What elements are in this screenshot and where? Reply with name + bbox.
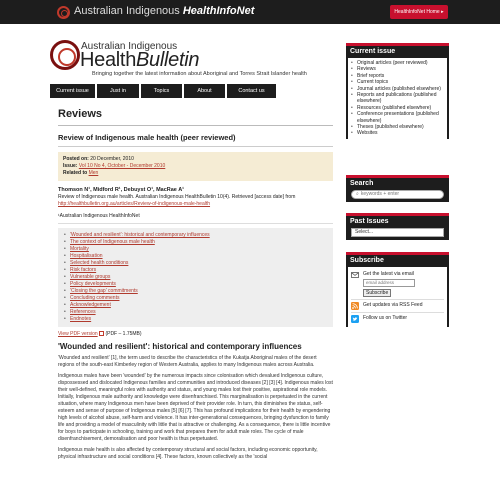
issue-list-link[interactable]: Journal articles (published elsewhere)	[357, 85, 441, 92]
search-panel	[346, 175, 449, 204]
issue-list-item	[351, 111, 444, 124]
search-icon: ⌕	[356, 191, 359, 197]
logo-title[interactable]	[80, 49, 199, 72]
toc-item	[70, 232, 325, 239]
logo-title-health: Health	[80, 49, 137, 71]
healthinfonet-logo-icon[interactable]	[57, 6, 70, 19]
healthinfonet-home-button[interactable]: HealthInfoNet Home ▸	[390, 5, 448, 19]
subscribe-panel	[346, 252, 449, 329]
logo-subtitle: Australian Indigenous	[81, 41, 178, 52]
issue-list-link[interactable]: Brief reports	[357, 72, 385, 79]
issue-label: Issue:	[63, 163, 78, 169]
email-icon	[351, 271, 359, 279]
search-title: Search	[350, 180, 374, 187]
body-paragraph: 'Wounded and resilient' [1], the term used to describe the characteristics of the Kukatja Aboriginal males of the desert regions of the south-east Kimberley region of Western Australia, applies to many Indigenous males across Australia.	[58, 355, 317, 368]
related-link[interactable]: Men	[88, 170, 99, 176]
search-placeholder: keywords + enter	[360, 191, 400, 197]
toc-item	[70, 253, 325, 260]
issue-list-link[interactable]: Original articles (peer reviewed)	[357, 60, 428, 66]
nav-about[interactable]: About	[184, 84, 225, 98]
toc-item	[70, 267, 325, 274]
table-of-contents	[58, 228, 333, 327]
citation	[58, 194, 333, 208]
toc-link[interactable]: Mortality	[70, 246, 89, 252]
past-issues-title: Past Issues	[350, 218, 389, 225]
body-paragraph: Indigenous males have been 'wounded' by the numerous impacts since colonisation which devalued Indigenous culture, dispossessed and dislocated Indigenous families and communities and introduced diseases [2] [3] [4]. Indigenous males lost their well-defined, meaningful roles with authority and status, and young males lost their positive, aspirational role models. Initially, Indigenous male authority and knowledge were disenfranchised. This marginalisation is perpetuated in the current situation, where many Indigenous men have been deprived of their provider role. In turn, this diminishes the status, self-esteem and sense of purpose of Indigenous males [5] [6] [7]. This has profound implications for their health by engendering high levels of alcohol abuse, self-harm and violence. It has inter-generational consequences, bringing dysfunction to family life and providing a model of masculinity with little that is attractive or challenging. As a consequence, there is little incentive for boys to participate in schooling, training and work that prepares them for adult male roles. The cycle of male disenfranchisement, demoralisation and poor health is thus perpetuated.	[58, 373, 333, 442]
subscribe-title: Subscribe	[350, 257, 384, 264]
nav-just-in[interactable]: Just in	[97, 84, 139, 98]
toc-link[interactable]: 'Wounded and resilient': historical and contemporary influences	[70, 232, 210, 238]
nav-current-issue[interactable]: Current issue	[50, 84, 95, 98]
posted-value: 20 December, 2010	[90, 156, 134, 162]
pdf-link[interactable]: View PDF version	[58, 331, 98, 337]
pdf-download	[58, 331, 333, 337]
body-paragraph: Indigenous male health is also affected by contemporary structural and social factors, including economic opportunity, physical infrastructure and social conditions [4]. These factors, known collectively as the 'social	[58, 447, 318, 460]
toc-link[interactable]: Policy developments	[70, 281, 116, 287]
email-text: Get the latest via email	[363, 271, 414, 277]
toc-link[interactable]: References	[70, 309, 96, 315]
tagline: Bringing together the latest information about Aboriginal and Torres Strait Islander health	[92, 71, 307, 77]
toc-link[interactable]: Selected health conditions	[70, 260, 129, 266]
toc-link[interactable]: Risk factors	[70, 267, 97, 273]
pdf-size: (PDF – 1.75MB)	[105, 331, 142, 337]
issue-list-item	[351, 130, 444, 136]
past-issues-select[interactable]: Select...	[351, 228, 444, 237]
logo-title-bulletin: Bulletin	[136, 49, 200, 71]
article-meta	[58, 152, 333, 181]
toc-item	[70, 239, 325, 246]
toc-link[interactable]: 'Closing the gap' commitments	[70, 288, 138, 294]
search-input[interactable]	[351, 190, 444, 199]
site-name-prefix: Australian Indigenous	[74, 5, 183, 17]
current-issue-panel	[346, 43, 449, 141]
citation-text: Review of Indigenous male health. Australian Indigenous HealthBulletin 10(4). Retrieved [access date] from	[58, 194, 296, 200]
toc-link[interactable]: Concluding comments	[70, 295, 120, 301]
toc-link[interactable]: Vulnerable groups	[70, 274, 111, 280]
toc-item	[70, 295, 325, 302]
site-name[interactable]	[74, 5, 254, 17]
issue-row	[63, 163, 328, 170]
toc-link[interactable]: The context of Indigenous male health	[70, 239, 155, 245]
toc-item	[70, 316, 325, 323]
twitter-row[interactable]	[351, 313, 444, 325]
rss-text: Get updates via RSS Feed	[363, 302, 423, 308]
rss-row[interactable]	[351, 300, 444, 312]
email-field[interactable]: email address	[363, 279, 415, 287]
subscribe-button[interactable]: Subscribe	[363, 289, 391, 297]
main-nav	[50, 84, 276, 98]
toc-link[interactable]: Acknowledgement	[70, 302, 111, 308]
past-issues-panel	[346, 213, 449, 242]
issue-list-link[interactable]: Theses (published elsewhere)	[357, 124, 424, 131]
pdf-icon[interactable]	[99, 331, 104, 336]
related-row	[63, 170, 328, 177]
toc-item	[70, 302, 325, 309]
article-title: Review of Indigenous male health (peer reviewed)	[58, 133, 333, 147]
related-label: Related to	[63, 170, 88, 176]
nav-contact-us[interactable]: Contact us	[227, 84, 276, 98]
top-bar	[0, 0, 500, 24]
toc-item	[70, 281, 325, 288]
current-issue-title: Current issue	[350, 48, 396, 55]
site-name-bold: HealthInfoNet	[182, 5, 255, 17]
authors: Thomson N¹, Midford R¹, Debuyst O¹, MacRae A¹	[58, 187, 184, 193]
toc-item	[70, 288, 325, 295]
affiliation: ¹Australian Indigenous HealthInfoNet	[58, 213, 333, 224]
twitter-icon	[351, 315, 359, 323]
posted-label: Posted on:	[63, 156, 89, 162]
toc-link[interactable]: Endnotes	[70, 316, 92, 322]
toc-item	[70, 309, 325, 316]
toc-item	[70, 246, 325, 253]
issue-list-link[interactable]: Reviews	[357, 66, 376, 73]
bulletin-logo-icon[interactable]	[50, 40, 80, 70]
toc-item	[70, 260, 325, 267]
toc-item	[70, 274, 325, 281]
issue-list-link[interactable]: Reports and publications (published elsewhere)	[357, 92, 437, 105]
rss-icon	[351, 302, 359, 310]
citation-link[interactable]: http://healthbulletin.org.au/articles/Review-of-indigenous-male-health	[58, 201, 211, 207]
issue-list-link[interactable]: Current topics	[357, 79, 389, 86]
issue-list-item	[351, 92, 444, 105]
posted-row	[63, 156, 328, 163]
toc-link[interactable]: Hospitalisation	[70, 253, 103, 259]
issue-link[interactable]: Vol 10 No 4, October - December 2010	[78, 163, 166, 169]
page-title: Reviews	[58, 108, 333, 126]
issue-list-link[interactable]: Conference presentations (published elsewhere)	[357, 111, 439, 124]
current-issue-list	[348, 58, 447, 139]
email-subscribe-row	[351, 269, 444, 299]
issue-list-link[interactable]: Resources (published elsewhere)	[357, 104, 432, 111]
section-heading: 'Wounded and resilient': historical and contemporary influences	[58, 342, 302, 351]
nav-topics[interactable]: Topics	[141, 84, 182, 98]
main-content	[58, 108, 333, 461]
twitter-text: Follow us on Twitter	[363, 315, 408, 321]
issue-list-link[interactable]: Websites	[357, 130, 378, 137]
